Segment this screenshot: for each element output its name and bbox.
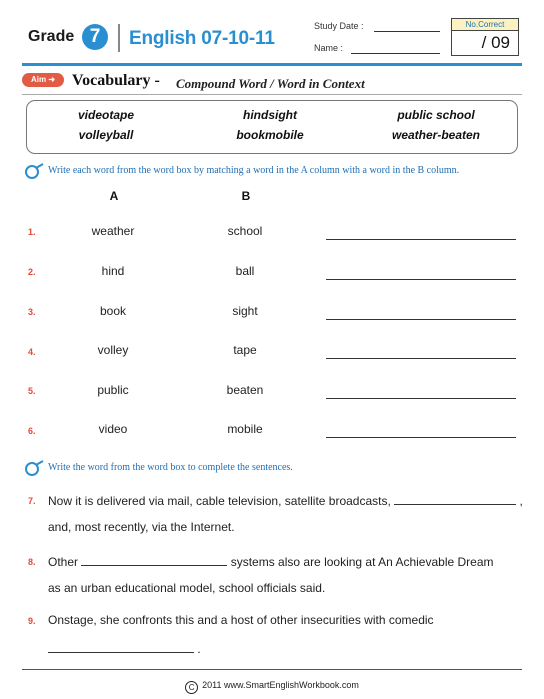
pencil-circle-icon (24, 163, 44, 179)
sentence-9-line1: Onstage, she confronts this and a host of other insecurities with comedic (48, 613, 434, 627)
item-number: 8. (28, 557, 36, 567)
word-box-item: volleyball (78, 128, 134, 142)
column-a-word: book (99, 304, 127, 318)
column-b-word: mobile (227, 422, 263, 436)
copyright-icon: C (185, 681, 198, 694)
arrow-right-icon: ➜ (48, 75, 56, 84)
column-b-word: beaten (226, 383, 264, 397)
answer-line[interactable] (326, 398, 516, 399)
column-a-word: weather (91, 224, 135, 238)
part-b-instruction: Write the word from the word box to complete the sentences. (48, 462, 293, 473)
column-a-header: A (109, 189, 119, 203)
footer-copyright: C 2011 www.SmartEnglishWorkbook.com (0, 680, 544, 694)
item-number: 9. (28, 616, 36, 626)
part-a-instruction: Write each word from the word box by matching a word in the A column with a word in the B column. (48, 165, 460, 176)
header-rule (22, 63, 522, 66)
footer-rule (22, 669, 522, 670)
section-title: Vocabulary - (72, 72, 160, 89)
row-number: 2. (28, 267, 36, 277)
name-field[interactable] (351, 53, 440, 54)
answer-line[interactable] (326, 358, 516, 359)
column-a-word: volley (97, 343, 129, 357)
section-subtitle: Compound Word / Word in Context (176, 76, 365, 91)
score-label: No.Correct (452, 19, 518, 31)
answer-line[interactable] (326, 239, 516, 240)
answer-line[interactable] (326, 279, 516, 280)
word-box-item: videotape (77, 108, 134, 122)
row-number: 1. (28, 227, 36, 237)
row-number: 3. (28, 307, 36, 317)
answer-line[interactable] (326, 319, 516, 320)
name-label: Name : (314, 43, 344, 53)
word-box-item: hindsight (243, 108, 297, 122)
score-value: / 09 (481, 33, 510, 52)
column-b-header: B (241, 189, 251, 203)
column-a-word: public (97, 383, 129, 397)
worksheet-title: English 07-10-11 (129, 28, 275, 49)
row-number: 4. (28, 347, 36, 357)
column-b-word: school (227, 224, 263, 238)
word-box-item: bookmobile (236, 128, 304, 142)
study-date-field[interactable] (374, 31, 440, 32)
answer-blank[interactable] (394, 493, 516, 505)
grade-number-badge: 7 (82, 24, 108, 50)
column-b-word: ball (235, 264, 255, 278)
study-date-label: Study Date : (314, 21, 364, 31)
sentence-8-line2: as an urban educational model, school officials said. (48, 581, 326, 595)
item-number: 7. (28, 496, 36, 506)
sentence-8-line1: Other systems also are looking at An Achievable Dream (48, 555, 494, 569)
grade-label: Grade (28, 28, 75, 45)
row-number: 5. (28, 386, 36, 396)
word-box-item: public school (397, 108, 475, 122)
answer-blank[interactable] (48, 641, 194, 653)
word-box-item: weather-beaten (391, 128, 481, 142)
aim-badge: Aim ➜ (22, 73, 64, 87)
column-a-word: video (98, 422, 128, 436)
sentence-9-line2: . (48, 641, 201, 656)
pencil-circle-icon (24, 460, 44, 476)
sentence-7-line1: Now it is delivered via mail, cable television, satellite broadcasts, , (48, 494, 523, 508)
section-rule (22, 94, 522, 95)
score-box (451, 18, 519, 56)
column-b-word: sight (232, 304, 258, 318)
header-divider (118, 24, 120, 52)
row-number: 6. (28, 426, 36, 436)
answer-blank[interactable] (81, 554, 227, 566)
column-b-word: tape (233, 343, 257, 357)
sentence-7-line2: and, most recently, via the Internet. (48, 520, 235, 534)
column-a-word: hind (101, 264, 125, 278)
answer-line[interactable] (326, 437, 516, 438)
